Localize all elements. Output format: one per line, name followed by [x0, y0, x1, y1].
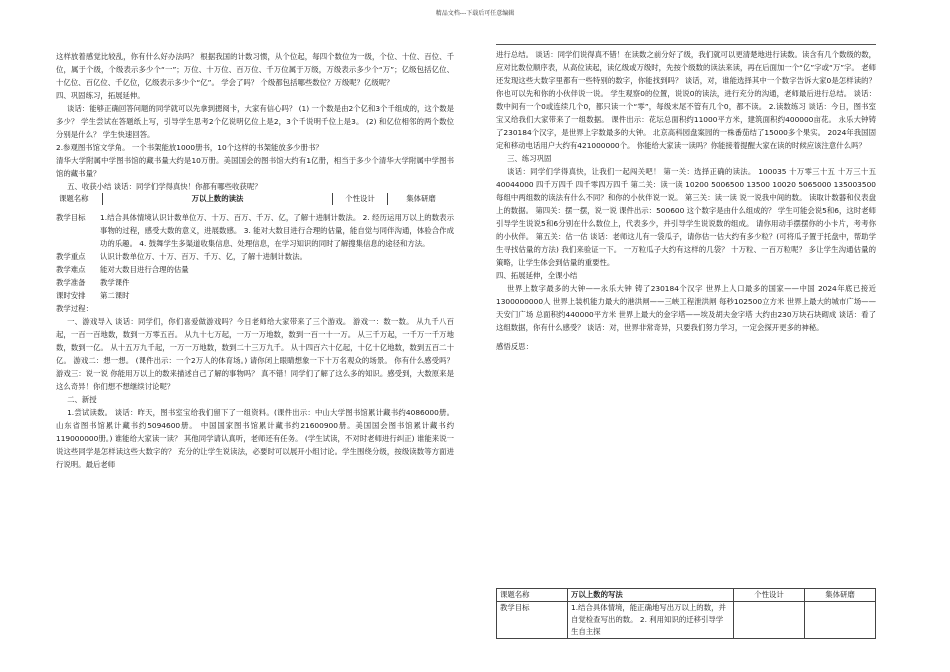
lesson-goal: 1.结合具体情境，能正确地写出万以上的数，并自觉检查写出的数。 2. 利用知识的迁移引导学生自主探: [568, 602, 734, 639]
next-lesson-table: [496, 588, 876, 639]
col-personal-design: 个性设计: [734, 589, 805, 602]
section-heading: 二、新授: [67, 395, 97, 404]
process-label: 教学过程：: [56, 304, 93, 313]
personal-design-cell: [734, 602, 805, 639]
paragraph: 世界上数字最多的大钟——永乐大钟 铸了230184个汉字 世界上人口最多的国家——中国 2024年底已接近1300000000人 世界上装机能力最大的港洪闸——三峡工程泄洪闸 每秒102500立方米 世界上最大的城市广场——天安门广场 总面积约440000平方米 世界上最大的金字塔——埃及胡夫金字塔 大约由230万块石块砌成 谈话：看了这组数据，你有什么感受？ 谈话：对，世界非常奇异，只要我们努力学习，一定会探开更多的神秘。: [496, 284, 876, 332]
paragraph: 进行总结。 谈话：同学们说得真不错！在读数之前分好了级，我们就可以更清楚地进行读数。读含有几个数级的数，应对比数位顺序表，从高位读起，读亿级或万级时，先按个级数的读法来读，再在后面加一个“亿”字或“万”字。 老师还发现这些大数字里都有一些特别的数字，你能找到吗？ 谈话，对，谁能选择其中一个数字告诉大家0是怎样读的？你也可以先和你的小伙伴说一说。 学生观察0的位置，说说0的读法，进行充分的沟通，老师最后进行总结。 谈话：数中间有一个0或连续几个0，都只读一个“零”，每级末尾不管有几个0，都不读。 2.读数练习 谈话：今日，图书室宝又给我们大家带来了一组数据。 课件出示：花坛总面积约11000平方米，建筑面积约400000亩花。 永乐大钟铸了230184个汉字，是世界上字数最多的大钟。 北京高科园盘案园的一株番茄结了15000多个果实。 2024年我国固定和移动电话用户大约有421000000个。 你能给大家读一读吗？你能接着提醒大家在读的时候应该注意什么吗？: [496, 50, 876, 150]
label-title: 课题名称: [497, 589, 568, 602]
preparation: 教学课件: [100, 278, 130, 287]
reflection-label: 感悟反思：: [496, 342, 533, 351]
label-goal: 教学目标: [497, 602, 568, 639]
section-heading: 四、巩固练习，拓展延伸。: [56, 91, 145, 100]
label-key-point: 教学重点: [56, 252, 86, 261]
group-research-cell: [805, 602, 876, 639]
process-heading: [56, 302, 454, 315]
lesson-goal: 1.结合具体情境认识计数单位万、十万、百万、千万、亿，了解十进制计数法。 2. 经历运用万以上的数表示事物的过程，感受大数的意义，进展数感。 3. 能对大数目进行合理的估量，能自觉与同伴沟通，体验合作成功的乐趣。 4. 鼓舞学生多渠道收集信息、处理信息，在学习知识的同时了解搜集信息的途径和方法。: [100, 213, 454, 248]
section-heading: 三、练习巩固: [507, 154, 552, 163]
difficulty: 能对大数目进行合理的估量: [100, 265, 189, 274]
header-note: 精品文档---下载后可任意编辑: [435, 10, 515, 17]
col-group-research: 集体研磨: [388, 193, 455, 205]
label-title: 课题名称: [56, 193, 103, 205]
paragraph: 谈话：能够正确回答问题的同学就可以先拿到摁阅卡，大家有信心吗？ (1) 一个数是由2个亿和3个千组成的，这个数是多少？ 学生尝试在答题纸上写，引导学生思考2个亿说明亿位上是2，3个千说明千位上是3。 (2) 和亿位相邻的两个数位分别是什么？ 学生快速回答。: [56, 104, 454, 139]
label-goal: 教学目标: [56, 213, 86, 222]
lesson-plan-table: [56, 193, 454, 205]
paragraph: 一、游戏导入 谈话：同学们，你们喜爱做游戏吗？今日老师给大家带来了三个游戏。 游戏一：数一数。 从九千八百起，一百一百地数，数到一万零五百。 从九十七万起，一万一万地数，数到一百一十一万。 从三千万起，一千万一千万地数，数到一亿。 从十五万九千起，一万一万地数，数到二十三万九千。 从十四百六十亿起，十亿十亿地数，数到五百二十亿。 游戏二：想一想。 (课件出示：一个2万人的体育场。) 请你闭上眼睛想象一下十万名观众的场景。 你有什么感受吗？ 游戏三：说一说 你能用万以上的数来描述自己了解的事物吗？ 真不错！同学们了解了这么多的知识。感受到，大数原来是这么奇异！你们想不想继续讨论呢？: [56, 317, 454, 391]
paragraph: 2.参观图书馆文学角。 一个书架能放1000册书，10个这样的书架能放多少册书？: [56, 143, 323, 152]
label-preparation: 教学准备: [56, 278, 86, 287]
label-difficulty: 教学难点: [56, 265, 86, 274]
paragraph: 清华大学附属中学图书馆的藏书量大约是10万册。美国国会的图书馆大约有1亿册，相当于多少个清华大学附属中学图书馆的藏书量？: [56, 156, 454, 178]
paragraph: 谈话：同学们学得真快，让我们一起闯关吧！ 第一关：选择正确的读法。 100035 十万零三十五 十万三十五 40044000 四千万四千 四千零四万四千 第二关：读一读 10200 5006500 13500 10020 5065000 135003500 每组中两组数的读法有什么不同？和你的小伙伴说一说。 第三关：读一读 说一说我中间的数。 读取计数器和仪表盘上的数据。 第四关：摆一摆，说一说 课件出示：500600 这个数字是由什么组成的？ 学生可能会说5和6，这时老师引导学生说说5和6分别在什么数位上，代表多少，并引导学生说说数的组成。 请你用动手摆摆你的小卡片，考考你的小伙伴。 第五关：估一估 谈话：老师这儿有一袋瓜子，请你估一估大约有多少粒？(可将瓜子置于托盘中，帮助学生寻找估量的方法) 我们来验证一下。 一万粒瓜子大约有这样的几袋？ 十万粒、一百万粒呢？ 多让学生沟通估量的策略，让学生体会到估量的重要性。: [496, 167, 876, 267]
lesson-title: 万以上数的写法: [568, 589, 734, 602]
label-schedule: 课时安排: [56, 291, 86, 300]
col-personal-design: 个性设计: [333, 193, 388, 205]
key-point: 认识计数单位万、十万、百万、千万、亿，了解十进制计数法。: [100, 252, 307, 261]
right-column: [496, 48, 876, 353]
header-rule: [496, 44, 876, 45]
lesson-title: 万以上数的读法: [103, 193, 333, 205]
paragraph: 这样放着感觉比较乱，你有什么好办法吗？ 根据我国的计数习惯，从个位起，每四个数位为一级，个位、十位、百位、千位，属于个级，个级表示多少个“一”；万位、十万位、百万位、千万位属于万级，万级表示多少个“万”；亿级包括亿位、十亿位、百亿位、千亿位，亿级表示多少个“亿”。 学会了吗？ 个级都包括哪些数位？万级呢？亿级呢？: [56, 52, 454, 87]
section-heading: 五、收获小结 谈话：同学们学得真快！你都有哪些收获呢？: [67, 182, 262, 191]
section-heading: 四、拓展延伸，全课小结: [496, 271, 578, 280]
left-column: [56, 50, 454, 471]
paragraph: 1.尝试读数。 谈话：昨天，图书室宝给我们留下了一组资料。(课件出示：中山大学图书馆累计藏书约4086000册。 山东省图书馆累计藏书约5094600册。 中国国家图书馆累计藏书约21600900册。美国国会图书馆累计藏书约119000000册。) 谁能给大家读一读？ 其他同学请认真听，老师还有任务。 (学生试读，不对时老师进行纠正) 谁能来说一说这些同学是怎样读这些大数字的？ 充分的让学生说读法，必要时可以展开小组讨论。学生围绕分级，按级读数等方面进行说明。最后老师: [56, 408, 454, 469]
schedule: 第二课时: [100, 291, 130, 300]
next-lesson-table-wrap: [496, 588, 876, 639]
col-group-research: 集体研磨: [805, 589, 876, 602]
